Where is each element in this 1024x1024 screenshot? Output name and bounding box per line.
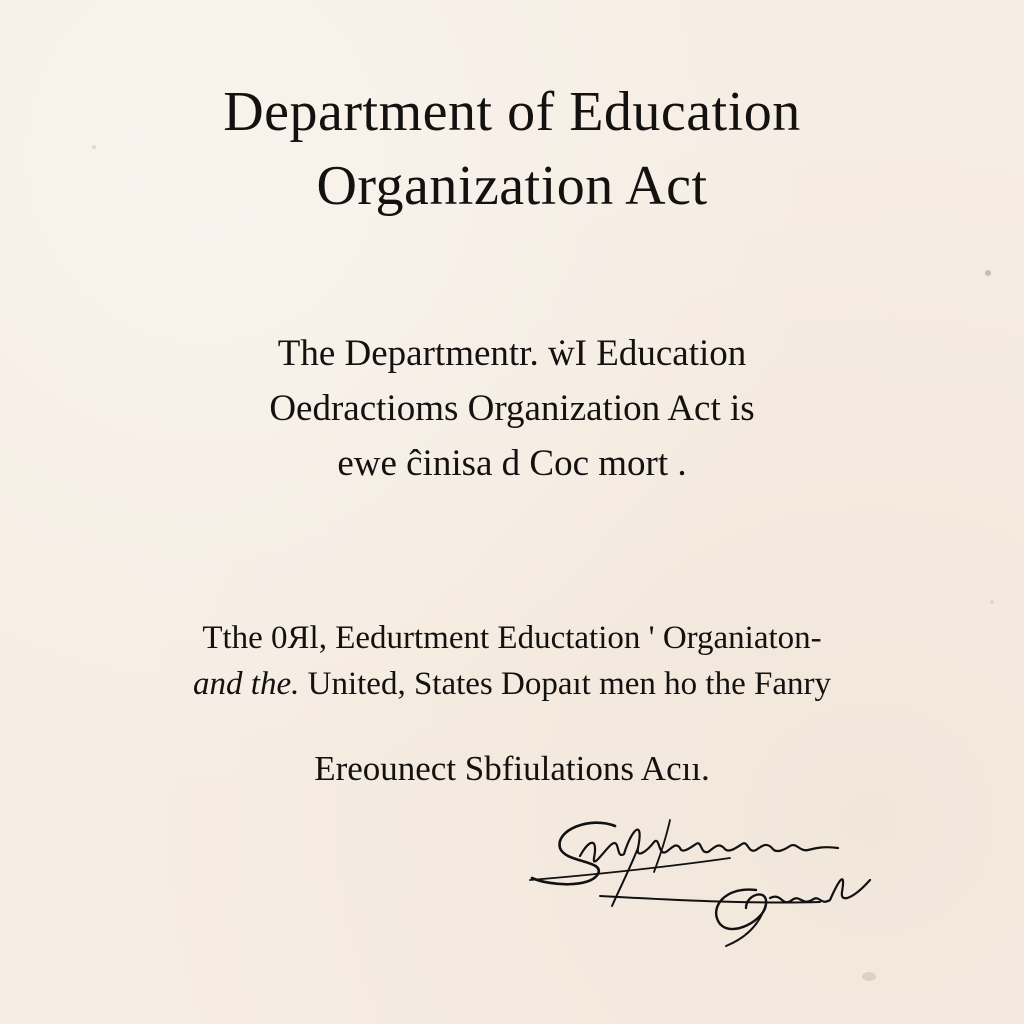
paper-speck: [985, 270, 991, 276]
document-title-line-2: Organization Act: [316, 155, 708, 217]
document-title-line-1: Department of Education: [223, 81, 801, 143]
paragraph-2-line-2: [0, 660, 1024, 708]
paper-speck: [990, 600, 994, 604]
handwritten-signature: [520, 808, 900, 958]
paragraph-1-line-3: ewe ĉinisa d Coc mort .: [337, 443, 687, 484]
paragraph-3: Ereounect Sbfiulations Acıı.: [314, 749, 710, 788]
paragraph-2-line-1: Tthe 0Яl, Eedurtment Eductation ' Organiaton-: [202, 620, 822, 656]
paragraph-2-line-2-rest: United, States Dopaıt men ho the Fanry: [307, 666, 831, 702]
paragraph-1-line-1: The Departmentr. ẇI Education: [277, 333, 747, 374]
paragraph-1-line-2: Oedractioms Organization Act is: [269, 388, 755, 429]
paper-speck: [862, 972, 876, 981]
paragraph-2-line-2-italic: and the.: [193, 666, 300, 702]
